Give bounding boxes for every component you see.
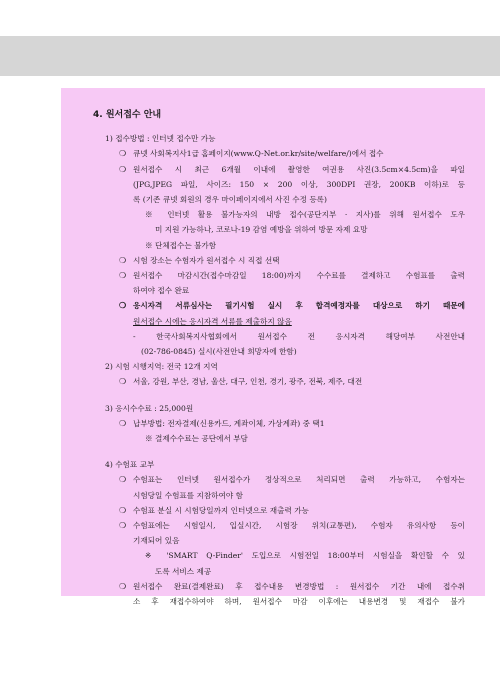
s1-bullet-1: ❍ 큐넷 사회복지사1급 홈페이지(www.Q-Net.or.kr/site/welfare/)에서 접수 xyxy=(93,146,465,161)
s4-bullet-1-line2: 시험당일 수험표를 지참하여야 함 xyxy=(133,490,243,500)
s4-bullet-3: ❍ 수험표에는 시험일시, 입실시간, 시험장 위치(교통편), 수험자 유의사항 등이 xyxy=(93,518,465,533)
s4-bullet-3-line2: 기재되어 있음 xyxy=(133,536,180,546)
bullet-icon: ❍ xyxy=(119,377,127,387)
s4-bullet-2: ❍ 수험표 분실 시 시험당일까지 인터넷으로 재출력 가능 xyxy=(93,503,465,518)
bullet-icon: ❍ xyxy=(119,271,127,281)
s4-note-1: ※ 'SMART Q-Finder' 도입으로 시험전일 18:00부터 시험실을 확인할 수 있 xyxy=(145,551,465,561)
s1-note-1: ※ 인터넷 활용 불가능자의 내방 접수(공단지부 · 지사)를 위해 원서접수 도우 xyxy=(145,210,465,220)
s1-bullet-4-line2: 하여야 접수 완료 xyxy=(133,286,190,296)
s3-heading: 3) 응시수수료 : 25,000원 xyxy=(105,403,194,413)
s4-bullet-4-line2: 소 후 재접수하여야 하며, 원서접수 마감 이후에는 내용변경 및 재접수 불가 xyxy=(133,597,465,607)
s1-bullet-5: ❍ 응시자격 서류심사는 필기시험 실시 후 합격예정자를 대상으로 하기 때문에 xyxy=(93,298,465,313)
document-content xyxy=(93,108,465,609)
s1-bullet-2-line3: 록 (기존 큐넷 회원의 경우 마이페이지에서 사진 수정 등록) xyxy=(133,195,327,205)
s1-bullet-3: ❍ 시험 장소는 수험자가 원서접수 시 직접 선택 xyxy=(93,253,465,268)
bullet-icon: ❍ xyxy=(119,475,127,485)
s4-note-1-line2: 도록 서비스 제공 xyxy=(155,566,212,576)
section-title: 4. 원서접수 안내 xyxy=(93,110,162,120)
s1-heading: 1) 접수방법 : 인터넷 접수만 가능 xyxy=(105,134,216,144)
s1-bullet-2: ❍ 원서접수 시 최근 6개월 이내에 촬영한 여권용 사진(3.5cm×4.5cm)을 파일 xyxy=(93,162,465,177)
s4-bullet-1: ❍ 수험표는 인터넷 원서접수가 정상적으로 처리되면 출력 가능하고, 수험자는 xyxy=(93,472,465,487)
s2-heading: 2) 시험 시행지역: 전국 12개 지역 xyxy=(105,362,218,372)
s1-note-2: ※ 단체접수는 불가함 xyxy=(145,240,217,250)
bullet-icon: ❍ xyxy=(119,300,127,311)
bullet-icon: ❍ xyxy=(119,521,127,531)
s3-note-1: ※ 결제수수료는 공단에서 부담 xyxy=(145,434,248,444)
s2-bullet-1: ❍ 서울, 강원, 부산, 경남, 울산, 대구, 인천, 경기, 광주, 전북, 제주, 대전 xyxy=(93,374,465,389)
s1-dash-1: - 한국사회복지사협회에서 원서접수 전 응시자격 해당여부 사전안내 xyxy=(133,331,465,341)
s4-bullet-4: ❍ 원서접수 완료(결제완료) 후 접수내용 변경방법 : 원서접수 기간 내에 접수취 xyxy=(93,579,465,594)
s4-heading: 4) 수험표 교부 xyxy=(105,460,155,470)
bullet-icon: ❍ xyxy=(119,255,127,265)
s1-dash-1-line2: (02-786-0845) 실시(사전안내 희망자에 한함) xyxy=(141,347,297,357)
s1-note-1-line2: 미 지원 가능하나, 코로나-19 감염 예방을 위하여 방문 자제 요망 xyxy=(155,225,368,235)
bullet-icon: ❍ xyxy=(119,418,127,428)
bullet-icon: ❍ xyxy=(119,149,127,159)
bullet-icon: ❍ xyxy=(119,164,127,174)
s1-bullet-2-line2: (JPG,JPEG 파일, 사이즈: 150 × 200 이상, 300DPI 권장, 200KB 이하)로 등 xyxy=(133,179,465,189)
s1-bullet-5-line2: 원서접수 시에는 응시자격 서류를 제출하지 않음 xyxy=(133,316,292,326)
s1-bullet-4: ❍ 원서접수 마감시간(접수마감일 18:00)까지 수수료를 결제하고 수험표를 출력 xyxy=(93,268,465,283)
top-gray-bar xyxy=(0,36,500,76)
bullet-icon: ❍ xyxy=(119,581,127,591)
bullet-icon: ❍ xyxy=(119,505,127,515)
s3-bullet-1: ❍ 납부방법: 전자결제(신용카드, 계좌이체, 가상계좌) 중 택1 xyxy=(93,416,465,431)
